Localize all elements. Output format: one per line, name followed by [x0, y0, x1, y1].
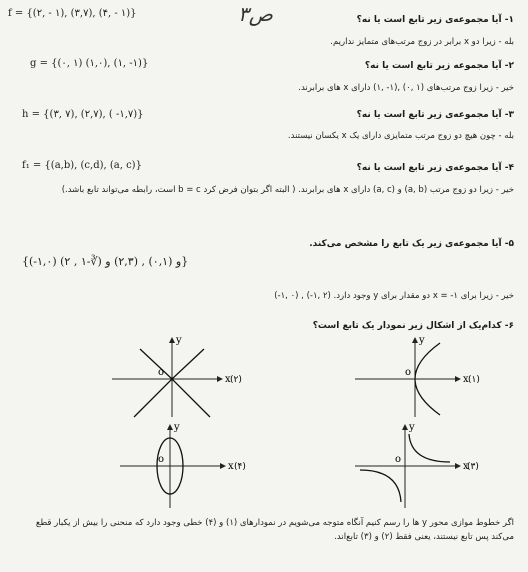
- graph-2-y-label: y: [176, 335, 182, 346]
- item-3-set: h = {(۳, ۷), (۲,۷), ( -۱,۷)}: [22, 109, 144, 120]
- item-1-question: ۱- آیا مجموعه‌ی زیر تابع است یا نه؟: [356, 15, 514, 25]
- item-6-conclusion: اگر خطوط موازی محور y ها را رسم کنیم آنگاه متوجه می‌شویم در نمودارهای (۱) و (۴) خطی وجود دارد که منحنی را بیش از یکبار قطع می‌کند پس تابع نیستند، یعنی فقط (۲) و (۳) تابع‌اند.: [35, 518, 514, 542]
- graph-4-y-arrow: [167, 424, 173, 430]
- graph-2-caption: (۲): [230, 375, 242, 385]
- graph-3-x-label: x: [463, 461, 469, 472]
- graph-2-x-label: x: [225, 374, 231, 385]
- graph-2-origin: o: [158, 367, 165, 378]
- item-4-set: f₁ = {(a,b), (c,d), (a, c)}: [22, 160, 142, 171]
- graph-2: [112, 335, 252, 420]
- item-2-answer: خیر - زیرا زوج مرتب‌های (۱ ,۰) ,(۱- ,۱) دارای x های برابرند.: [298, 83, 514, 93]
- item-4-answer: خیر - زیرا دو زوج مرتب (a, b) و (a, c) دارای x های برابرند. ( البته اگر بتوان فرض کرد b = c است، رابطه می‌تواند تابع باشد.): [61, 185, 514, 195]
- item-5-question: ۵- آیا مجموعه‌ی زیر یک تابع را مشخص می‌کند.: [309, 239, 514, 249]
- handwritten-page-mark: ص٣: [238, 2, 273, 26]
- item-3-answer: بله - چون هیچ دو زوج مرتب متمایزی دارای یک x یکسان نیستند.: [287, 131, 514, 141]
- graph-3-x-arrow: [455, 463, 461, 469]
- graph-3-y-label: y: [409, 422, 415, 433]
- graph-1-origin: o: [405, 367, 412, 378]
- item-6-question: ۶- کدام‌یک از اشکال زیر نمودار یک تابع است؟: [312, 321, 514, 331]
- item-3-question: ۳- آیا مجموعه‌ی زیر تابع است یا نه؟: [356, 110, 514, 120]
- graph-4-origin: o: [158, 454, 165, 465]
- graph-1: [355, 335, 485, 420]
- graph-4-x-label: x: [228, 461, 234, 472]
- graph-3-caption: (۳): [467, 462, 479, 472]
- graph-3: [345, 420, 485, 510]
- graph-4-x-arrow: [220, 463, 226, 469]
- graph-1-caption: (۱): [468, 375, 480, 385]
- graph-3-curve-positive: [409, 434, 450, 462]
- graph-2-x-arrow: [217, 376, 223, 382]
- item-1-answer: بله - زیرا دو x برابر در زوج مرتب‌های متمایز نداریم.: [330, 37, 514, 47]
- item-5-answer: خیر - زیرا برای x = -۱ دو مقدار برای y وجود دارد. (۲ ,۱-) , (۰ ,۱-): [274, 291, 514, 301]
- graph-2-y-arrow: [169, 337, 175, 343]
- graph-1-y-arrow: [412, 337, 418, 343]
- graph-3-y-arrow: [402, 424, 408, 430]
- item-2-set: g = {(۰, ۱) (۱,۰), (۱, -۱)}: [30, 58, 149, 69]
- item-1-set: f = {(۲, - ۱), (۳,۷), (۴, - ۱)}: [8, 8, 137, 19]
- graph-1-x-label: x: [463, 374, 469, 385]
- graph-4: [120, 420, 260, 510]
- graph-3-curve-negative: [360, 470, 401, 502]
- graph-3-origin: o: [395, 454, 402, 465]
- graph-1-y-label: y: [419, 335, 425, 346]
- graph-4-caption: (۴): [234, 462, 246, 472]
- graph-4-y-label: y: [174, 422, 180, 433]
- item-4-question: ۴- آیا مجموعه‌ی زیر تابع است یا نه؟: [356, 163, 514, 173]
- item-5-set: {(-۱,۰) و (۰,۱) , (۲,۳) و (∛-۱ , ۲)}: [22, 255, 189, 268]
- graph-1-x-arrow: [455, 376, 461, 382]
- item-2-question: ۲- آیا مجموعه زیر تابع است یا نه؟: [364, 61, 514, 71]
